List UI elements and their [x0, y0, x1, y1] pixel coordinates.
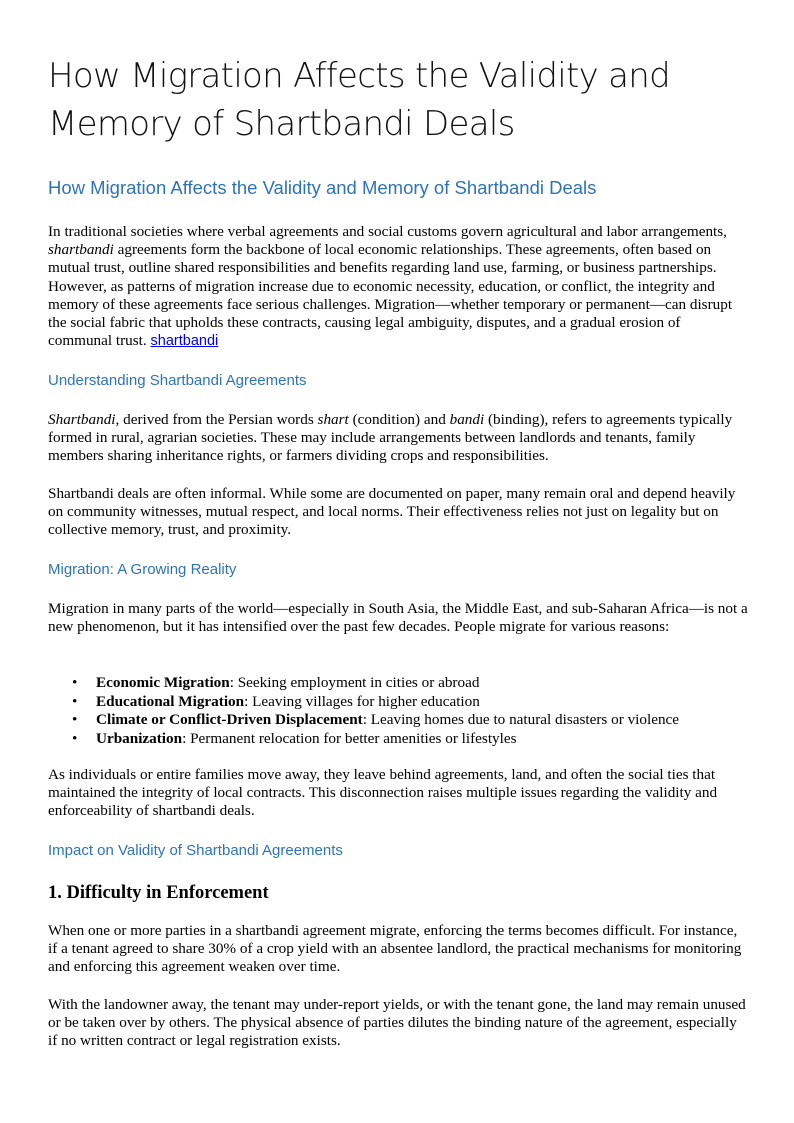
list-item-term: Educational Migration	[96, 692, 245, 710]
understanding-paragraph-1	[48, 411, 748, 466]
understanding-text-1: , derived from the Persian words	[115, 411, 318, 428]
heading-migration: Migration: A Growing Reality	[48, 561, 237, 578]
impact-paragraph-1: When one or more parties in a shartbandi agreement migrate, enforcing the terms becomes difficult. For instance, if a tenant agreed to share 30% of a crop yield with an absentee landlord, the practical mechanisms for monitoring and enforcing this agreement weaken over time.	[48, 922, 742, 976]
list-item	[48, 711, 748, 730]
list-item-term: Economic Migration	[96, 674, 230, 691]
list-item-term: Climate or Conflict-Driven Displacement	[96, 711, 363, 728]
impact-paragraph-2: With the landowner away, the tenant may under-report yields, or with the tenant gone, the land may remain unused or be taken over by others. The physical absence of parties dilutes the binding nature of the agreement, especially if no written contract or legal registration exists.	[48, 996, 746, 1050]
list-item	[48, 730, 748, 749]
intro-text-1: In traditional societies where verbal agreements and social customs govern agricultural and labor arrangements,	[48, 223, 727, 240]
list-item-desc: : Seeking employment in cities or abroad	[229, 674, 480, 691]
bullet-icon: •	[72, 729, 78, 747]
understanding-text-2: (condition) and	[348, 411, 450, 428]
migration-reasons-list	[48, 674, 748, 748]
list-item-desc: : Permanent relocation for better amenities or lifestyles	[182, 729, 517, 747]
bullet-icon: •	[72, 692, 78, 710]
intro-paragraph	[48, 223, 748, 350]
intro-text-2: agreements form the backbone of local economic relationships. These agreements, often based on mutual trust, outline shared responsibilities and benefits regarding land use, farming, or business partnerships. However, as patterns of migration increase due to economic necessity, education, or conflict, the integrity and memory of these agreements face serious challenges. Migration—whether temporary or permanent—can disrupt the social fabric that upholds these contracts, causing legal ambiguity, disputes, and a gradual erosion of communal trust.	[48, 241, 733, 350]
document-title: How Migration Affects the Validity and Memory of Shartbandi Deals	[48, 56, 670, 144]
understanding-paragraph-2: Shartbandi deals are often informal. While some are documented on paper, many remain oral and depend heavily on community witnesses, mutual respect, and local norms. Their effectiveness relies not just on legality but on collective memory, trust, and proximity.	[48, 485, 736, 539]
list-item-desc: : Leaving homes due to natural disasters or violence	[362, 711, 680, 728]
heading-understanding: Understanding Shartbandi Agreements	[48, 372, 307, 389]
migration-paragraph-1: Migration in many parts of the world—especially in South Asia, the Middle East, and sub-Saharan Africa—is not a new phenomenon, but it has intensified over the past few decades. People migrate for various reasons:	[48, 600, 748, 636]
list-item	[48, 693, 748, 712]
understanding-text-3: (binding), refers to agreements typically formed in rural, agrarian societies. These may include arrangements between landlords and tenants, family members sharing inheritance rights, or farmers dividing crops and responsibilities.	[48, 411, 733, 465]
bullet-icon: •	[72, 674, 78, 691]
subheading-enforcement: 1. Difficulty in Enforcement	[48, 883, 269, 903]
bullet-icon: •	[72, 711, 78, 728]
shartbandi-link[interactable]: shartbandi	[150, 333, 219, 350]
term-shartbandi: Shartbandi	[48, 411, 116, 428]
migration-paragraph-2: As individuals or entire families move away, they leave behind agreements, land, and often the social ties that maintained the integrity of local contracts. This disconnection raises multiple issues regarding the validity and enforceability of shartbandi deals.	[48, 766, 718, 820]
term-bandi: bandi	[449, 411, 485, 428]
heading-impact: Impact on Validity of Shartbandi Agreements	[48, 842, 343, 859]
list-item-desc: : Leaving villages for higher education	[244, 692, 480, 710]
term-shart: shart	[317, 411, 349, 428]
list-item	[48, 674, 748, 693]
intro-emphasis: shartbandi	[48, 241, 114, 259]
heading-main: How Migration Affects the Validity and Memory of Shartbandi Deals	[48, 177, 597, 198]
list-item-term: Urbanization	[96, 729, 183, 747]
